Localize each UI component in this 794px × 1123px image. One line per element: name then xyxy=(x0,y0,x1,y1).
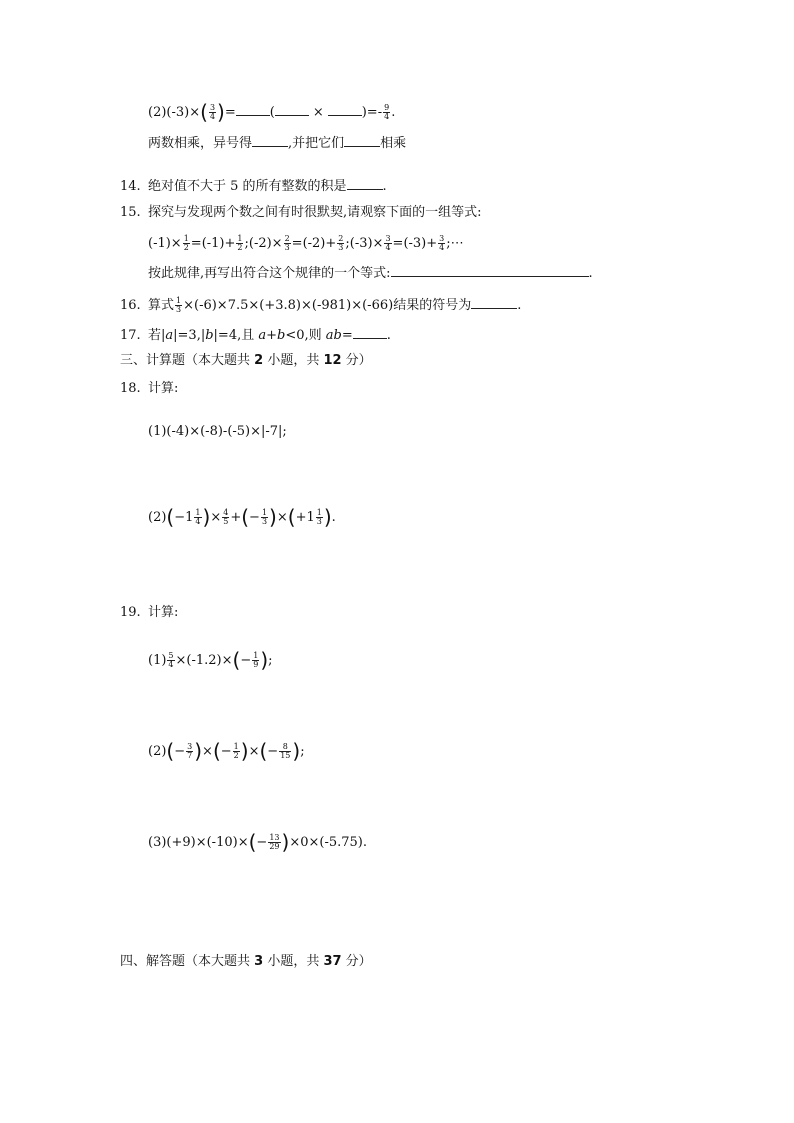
answer-blank[interactable] xyxy=(471,296,517,309)
paren-close: ) xyxy=(281,830,290,854)
q13-rule-b: ,并把它们 xyxy=(288,136,345,151)
q19-p2-d: ; xyxy=(300,744,305,759)
sec3-n: 2 xyxy=(254,353,264,368)
q19-p3-s: − xyxy=(256,835,268,850)
q19-p1-s: − xyxy=(240,653,252,668)
q19-part1 xyxy=(148,648,273,672)
fraction: $\frac{1}{4}$ xyxy=(195,508,201,526)
q18-p2-b: × xyxy=(210,510,222,525)
q13-eq: = xyxy=(224,105,236,120)
var-ab: ab xyxy=(325,328,342,343)
q19-p2-c: × xyxy=(248,744,260,759)
q16-b: ×(-6)×7.5×(+3.8)×(-981)×(-66)结果的符号为 xyxy=(183,298,472,313)
sec4-n: 3 xyxy=(254,954,264,969)
q19-p2-b: × xyxy=(202,744,213,759)
q15-prompt-line xyxy=(148,264,593,282)
question-text: 探究与发现两个数之间有时很默契,请观察下面的一组等式: xyxy=(148,205,482,220)
question-number: 18. xyxy=(120,381,141,396)
q14-end: . xyxy=(382,179,387,194)
q13-rule-a: 两数相乘，异号得 xyxy=(148,136,253,151)
fraction: $\frac{3}{4}$ xyxy=(209,103,216,121)
q13-close: )=- xyxy=(361,105,383,120)
question-text: 绝对值不大于 5 的所有整数的积是 xyxy=(148,179,347,194)
var-a: a xyxy=(165,328,174,343)
sec4-title: 四、解答题（本大题共 xyxy=(120,954,255,969)
question-number: 14. xyxy=(120,179,141,194)
answer-blank[interactable] xyxy=(328,103,362,116)
q18-p2-d: × xyxy=(276,510,288,525)
section-4-heading xyxy=(120,954,372,970)
q13-prefix: (2)(-3)× xyxy=(148,105,201,120)
eq-lhs: (-2)× xyxy=(248,236,283,251)
q17-a: 若| xyxy=(148,328,166,343)
fraction: $\frac{1}{3}$ xyxy=(176,296,182,314)
q18-part1 xyxy=(148,424,287,440)
eq-mid: =(-3)+ xyxy=(392,236,438,251)
fraction: $\frac{2}{3}$ xyxy=(284,234,290,252)
q15-end: . xyxy=(588,266,593,281)
question-17 xyxy=(120,326,391,344)
question-text: 计算: xyxy=(148,381,179,396)
paren-close: ) xyxy=(202,505,211,529)
answer-blank[interactable] xyxy=(344,134,380,147)
fraction: $\frac{3}{7}$ xyxy=(187,742,193,760)
question-16 xyxy=(120,296,521,314)
eq-mid: =(-2)+ xyxy=(291,236,337,251)
question-number: 16. xyxy=(120,298,141,313)
fraction: $\frac{2}{3}$ xyxy=(338,234,344,252)
sec3-title: 三、计算题（本大题共 xyxy=(120,353,255,368)
eq-mid: =(-1)+ xyxy=(190,236,236,251)
paren-close: ) xyxy=(194,739,203,763)
q19-p3-b: ×0×(-5.75). xyxy=(289,835,367,850)
q19-p1-c: ; xyxy=(268,653,273,668)
q13-rule-c: 相乘 xyxy=(380,136,407,151)
q13-open: ( xyxy=(269,105,275,120)
paren-open: ( xyxy=(287,505,296,529)
sec4-t: 分） xyxy=(341,954,372,969)
var-b: b xyxy=(205,328,214,343)
question-18 xyxy=(120,381,178,397)
fraction: $\frac{1}{2}$ xyxy=(237,234,243,252)
q17-d: + xyxy=(266,328,278,343)
answer-blank[interactable] xyxy=(353,326,387,339)
question-15 xyxy=(120,205,482,221)
paren-close: ) xyxy=(260,648,269,672)
fraction: $\frac{4}{5}$ xyxy=(223,508,229,526)
fraction: $\frac{9}{4}$ xyxy=(384,103,390,121)
question-number: 19. xyxy=(120,605,141,620)
q18-p2-s2: − xyxy=(249,510,260,525)
paren-open: ( xyxy=(248,830,257,854)
sec3-m: 小题，共 xyxy=(263,353,324,368)
eq-lhs: (-3)× xyxy=(349,236,384,251)
q16-a: 算式 xyxy=(148,298,175,313)
q19-p1-b: ×(-1.2)× xyxy=(175,653,233,668)
eq-lhs: (-1)× xyxy=(148,236,182,251)
answer-blank[interactable] xyxy=(347,177,383,190)
fraction: $\frac{1}{2}$ xyxy=(233,742,239,760)
q15-equations xyxy=(148,235,464,252)
q13-end: . xyxy=(391,105,396,120)
q16-end: . xyxy=(517,298,522,313)
question-number: 15. xyxy=(120,205,141,220)
paren-open: ( xyxy=(232,648,241,672)
q19-part2 xyxy=(148,739,305,763)
paren-open: ( xyxy=(241,505,250,529)
q13-rule-line xyxy=(148,134,406,152)
eq-sep: ; xyxy=(345,236,350,251)
q15-prompt: 按此规律,再写出符合这个规律的一个等式: xyxy=(148,266,391,281)
fraction: $\frac{1}{3}$ xyxy=(316,508,322,526)
fraction: $\frac{1}{2}$ xyxy=(183,234,189,252)
q18-p2-a: (2) xyxy=(148,510,167,525)
q17-end: . xyxy=(386,328,391,343)
q19-p2-a: (2) xyxy=(148,744,167,759)
fraction: $\frac{1}{3}$ xyxy=(261,508,268,526)
paren-open: ( xyxy=(212,739,221,763)
answer-blank[interactable] xyxy=(236,103,270,116)
fraction: $\frac{3}{4}$ xyxy=(439,234,445,252)
section-3-heading xyxy=(120,353,372,369)
q19-p3-a: (3)(+9)×(-10)× xyxy=(148,835,249,850)
answer-blank[interactable] xyxy=(275,103,309,116)
q18-p2-s1: −1 xyxy=(174,510,194,525)
var-b: b xyxy=(277,328,286,343)
q18-p2-s3: +1 xyxy=(295,510,315,525)
var-a: a xyxy=(258,328,267,343)
q19-p2-s3: − xyxy=(267,744,279,759)
q17-b: |=3,| xyxy=(173,328,206,343)
q13-part2-line xyxy=(148,100,396,124)
q17-e: <0,则 xyxy=(285,328,326,343)
sec4-s: 37 xyxy=(323,954,342,969)
question-14 xyxy=(120,177,387,195)
eq-sep: ; xyxy=(244,236,249,251)
paren-close: ) xyxy=(323,505,332,529)
fraction: $\frac{5}{4}$ xyxy=(168,651,174,669)
question-number: 17. xyxy=(120,328,141,343)
paren-close: ) xyxy=(292,739,301,763)
q19-p1-a: (1) xyxy=(148,653,167,668)
sec3-t: 分） xyxy=(341,353,372,368)
q19-p2-s1: − xyxy=(174,744,186,759)
q18-p1-text: (1)(-4)×(-8)-(-5)×|-7|; xyxy=(148,424,287,439)
question-text: 计算: xyxy=(148,605,179,620)
paren-open: ( xyxy=(200,100,208,124)
paren-close: ) xyxy=(217,100,225,124)
q19-p2-s2: − xyxy=(220,744,232,759)
q18-p2-e: . xyxy=(331,510,336,525)
q17-c: |=4,且 xyxy=(213,328,259,343)
sec3-s: 12 xyxy=(323,353,342,368)
eq-sep: ;⋯ xyxy=(446,236,464,251)
paren-open: ( xyxy=(166,739,175,763)
answer-blank[interactable] xyxy=(391,264,589,277)
q18-part2 xyxy=(148,505,336,529)
fraction: $\frac{3}{4}$ xyxy=(385,234,391,252)
q17-f: = xyxy=(341,328,353,343)
q18-p2-c: + xyxy=(230,510,242,525)
answer-blank[interactable] xyxy=(252,134,288,147)
q19-part3 xyxy=(148,830,367,854)
fraction: $\frac{1}{9}$ xyxy=(253,651,259,669)
paren-close: ) xyxy=(269,505,277,529)
fraction: $\frac{8}{15}$ xyxy=(280,742,291,760)
sec4-m: 小题，共 xyxy=(263,954,324,969)
q13-times: × xyxy=(312,105,324,120)
paren-close: ) xyxy=(240,739,249,763)
fraction: $\frac{13}{29}$ xyxy=(269,833,280,851)
question-19 xyxy=(120,605,178,621)
paren-open: ( xyxy=(166,505,175,529)
paren-open: ( xyxy=(259,739,268,763)
